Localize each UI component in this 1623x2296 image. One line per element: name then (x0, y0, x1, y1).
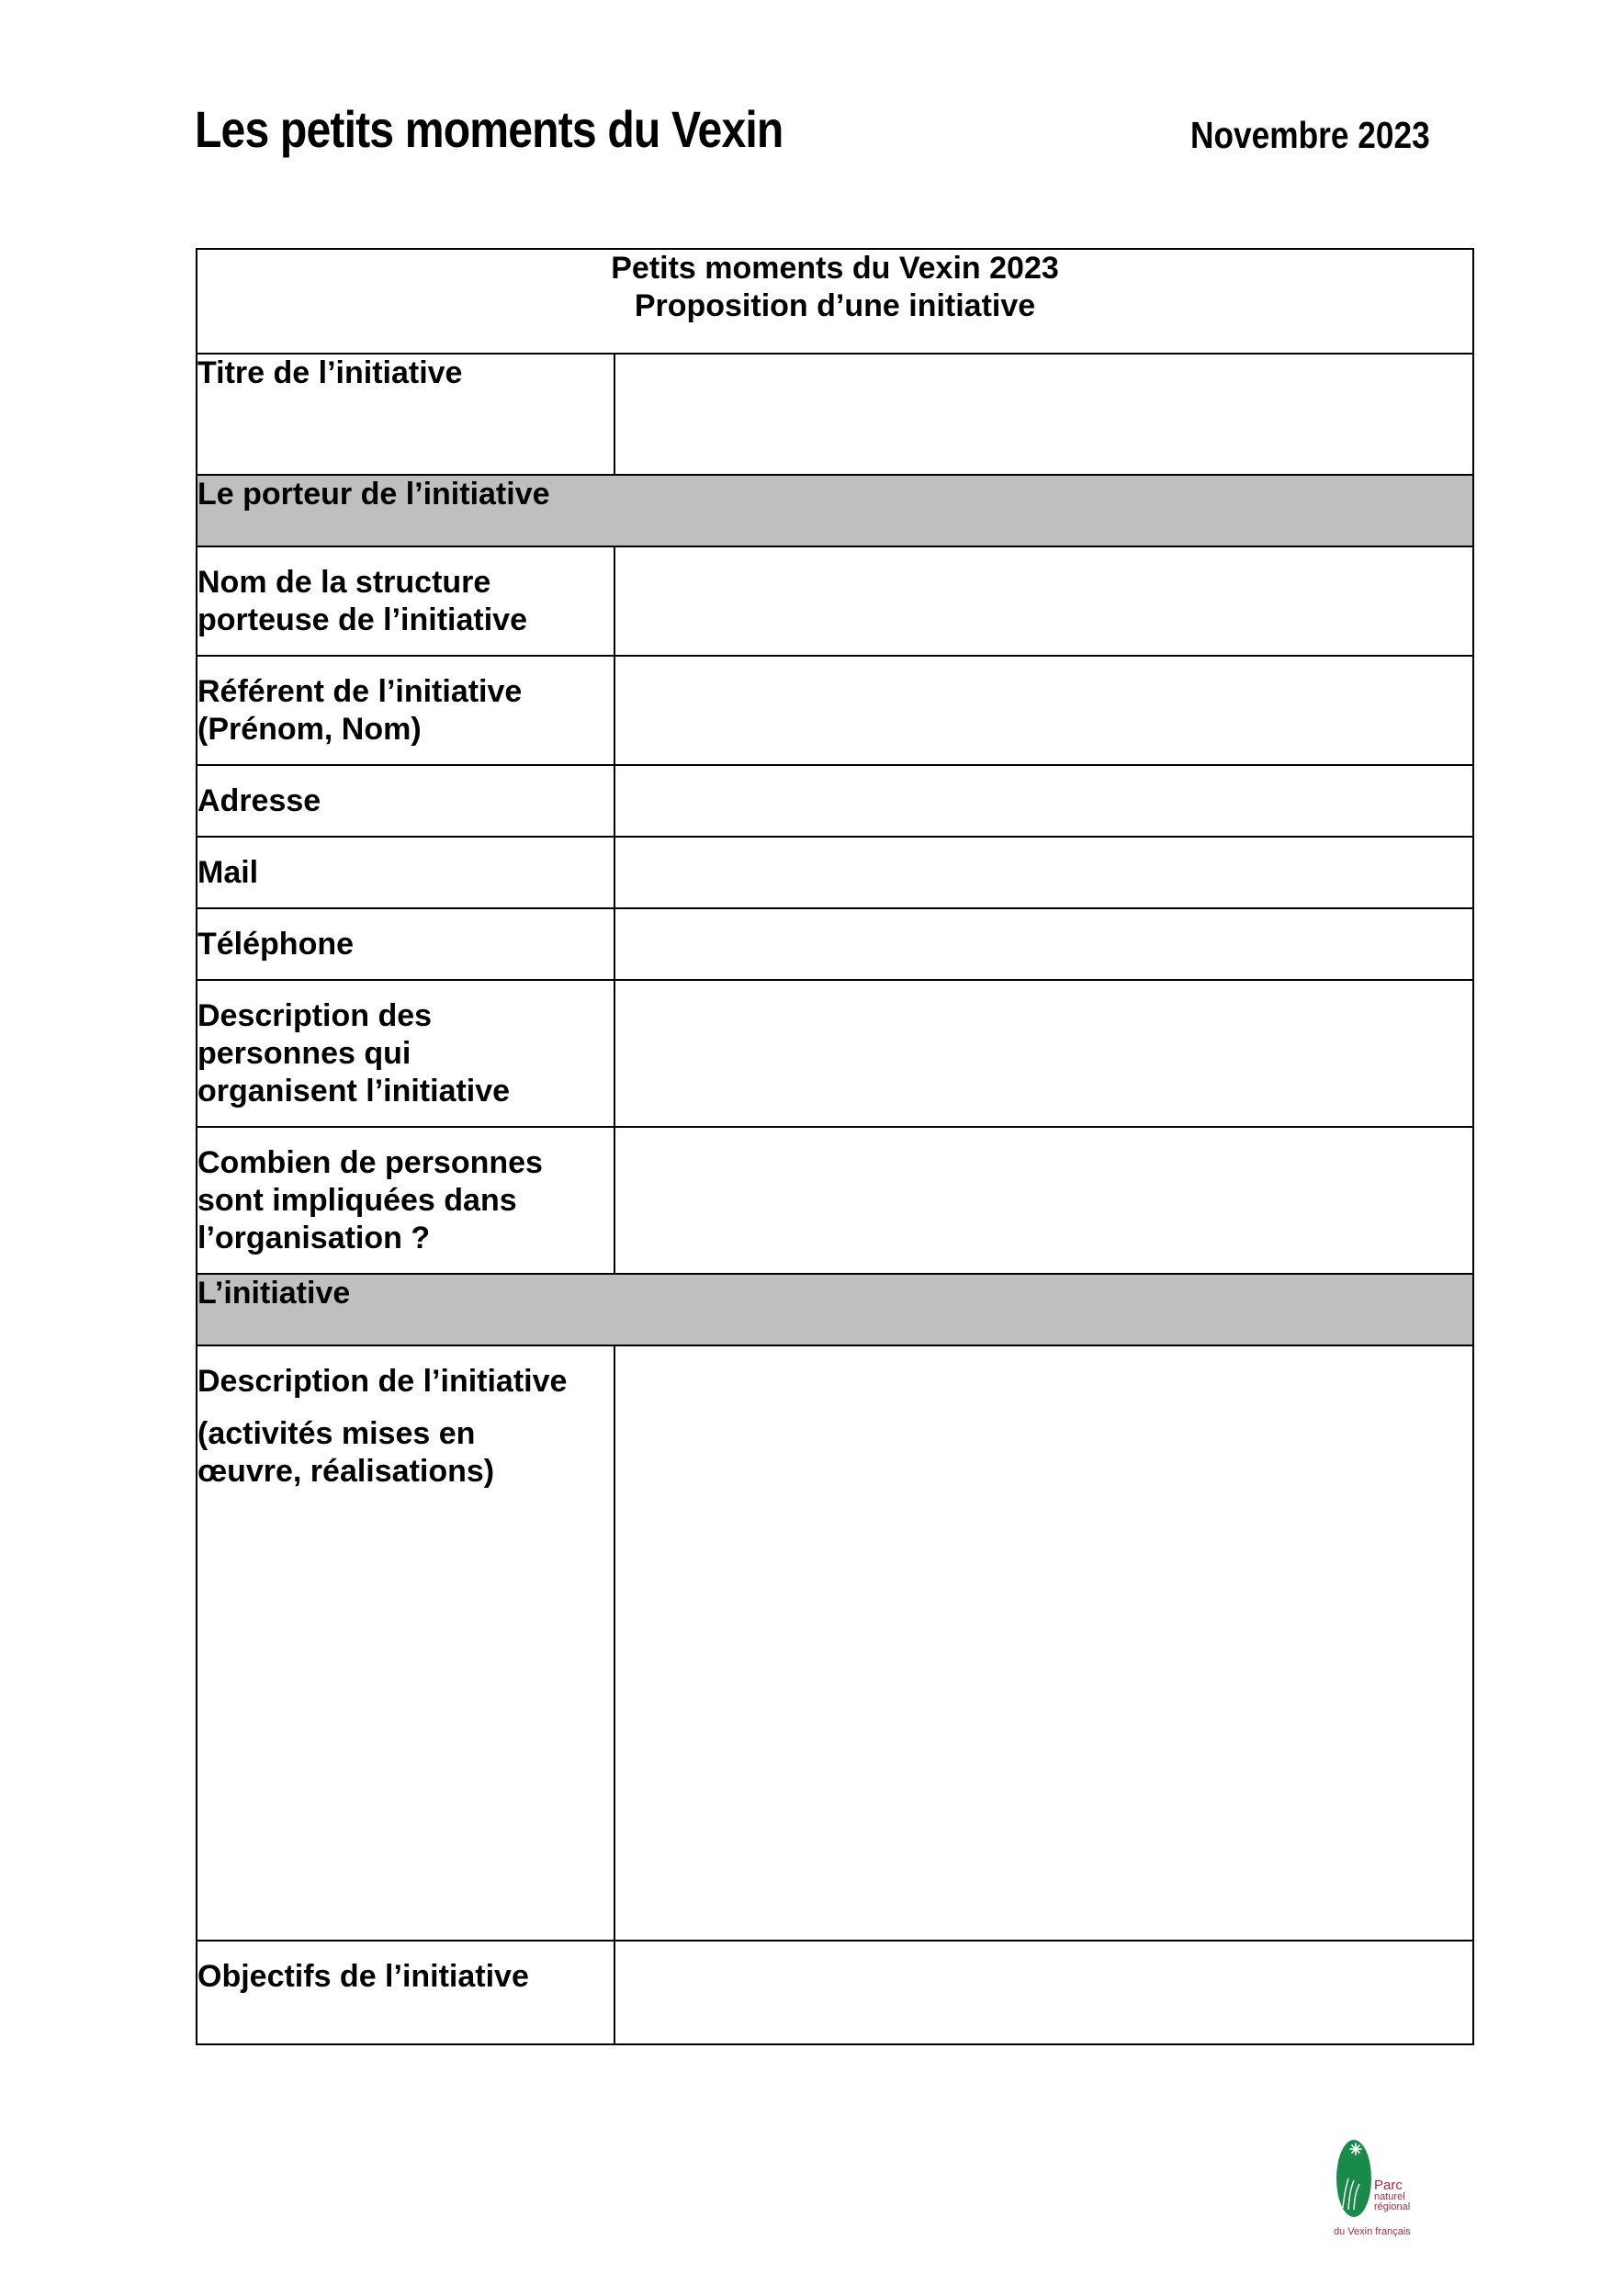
description-personnes-line1: Description des (197, 998, 433, 1033)
section-initiative-heading: L’initiative (197, 1274, 1473, 1345)
form-heading-line1: Petits moments du Vexin 2023 (611, 251, 1059, 286)
section-row-porteur (197, 475, 1473, 546)
telephone-field[interactable] (614, 908, 1473, 980)
title-label: Titre de l’initiative (197, 354, 614, 475)
section-row-initiative (197, 1274, 1473, 1345)
structure-label-line1: Nom de la structure (197, 565, 491, 600)
form-heading-row (197, 249, 1473, 354)
adresse-label: Adresse (197, 765, 614, 837)
title-field[interactable] (614, 354, 1473, 475)
section-porteur-heading: Le porteur de l’initiative (197, 475, 1473, 546)
form-heading-line2: Proposition d’une initiative (634, 288, 1036, 323)
description-personnes-label (197, 980, 614, 1127)
form-row-description-initiative (197, 1345, 1473, 1941)
combien-line3: l’organisation ? (197, 1221, 431, 1255)
description-initiative-field[interactable] (614, 1345, 1473, 1941)
form-row-description-personnes (197, 980, 1473, 1127)
combien-field[interactable] (614, 1127, 1473, 1274)
objectifs-label: Objectifs de l’initiative (197, 1941, 614, 2044)
structure-label-line2: porteuse de l’initiative (197, 602, 527, 637)
logo-line2: naturel (1374, 2191, 1405, 2202)
form-row-referent (197, 656, 1473, 765)
form-row-structure (197, 546, 1473, 656)
structure-label (197, 546, 614, 656)
description-initiative-label (197, 1345, 614, 1941)
description-initiative-title: Description de l’initiative (197, 1364, 568, 1399)
logo-line1: Parc (1374, 2178, 1403, 2193)
form-row-telephone (197, 908, 1473, 980)
document-date: Novembre 2023 (1190, 114, 1430, 156)
form-row-adresse (197, 765, 1473, 837)
form-row-combien (197, 1127, 1473, 1274)
description-personnes-line3: organisent l’initiative (197, 1074, 511, 1109)
mail-label: Mail (197, 837, 614, 908)
logo-line4: du Vexin français (1334, 2226, 1411, 2237)
description-initiative-sub-line1: (activités mises en (197, 1416, 476, 1451)
adresse-field[interactable] (614, 765, 1473, 837)
form-row-mail (197, 837, 1473, 908)
referent-field[interactable] (614, 656, 1473, 765)
description-personnes-field[interactable] (614, 980, 1473, 1127)
description-personnes-line2: personnes qui (197, 1036, 411, 1071)
document-title: Les petits moments du Vexin (195, 100, 783, 158)
form-heading (197, 249, 1473, 354)
combien-line1: Combien de personnes (197, 1145, 543, 1180)
combien-line2: sont impliquées dans (197, 1183, 517, 1218)
referent-label-line2: (Prénom, Nom) (197, 712, 422, 747)
referent-label-line1: Référent de l’initiative (197, 674, 523, 709)
logo-line3: régional (1374, 2201, 1411, 2212)
form-row-title (197, 354, 1473, 475)
initiative-form-table (196, 248, 1474, 2045)
objectifs-field[interactable] (614, 1941, 1473, 2044)
park-logo-text (1374, 2178, 1410, 2212)
form-row-objectifs (197, 1941, 1473, 2044)
combien-label (197, 1127, 614, 1274)
telephone-label: Téléphone (197, 908, 614, 980)
description-initiative-sub-line2: œuvre, réalisations) (197, 1454, 495, 1489)
referent-label (197, 656, 614, 765)
structure-field[interactable] (614, 546, 1473, 656)
mail-field[interactable] (614, 837, 1473, 908)
